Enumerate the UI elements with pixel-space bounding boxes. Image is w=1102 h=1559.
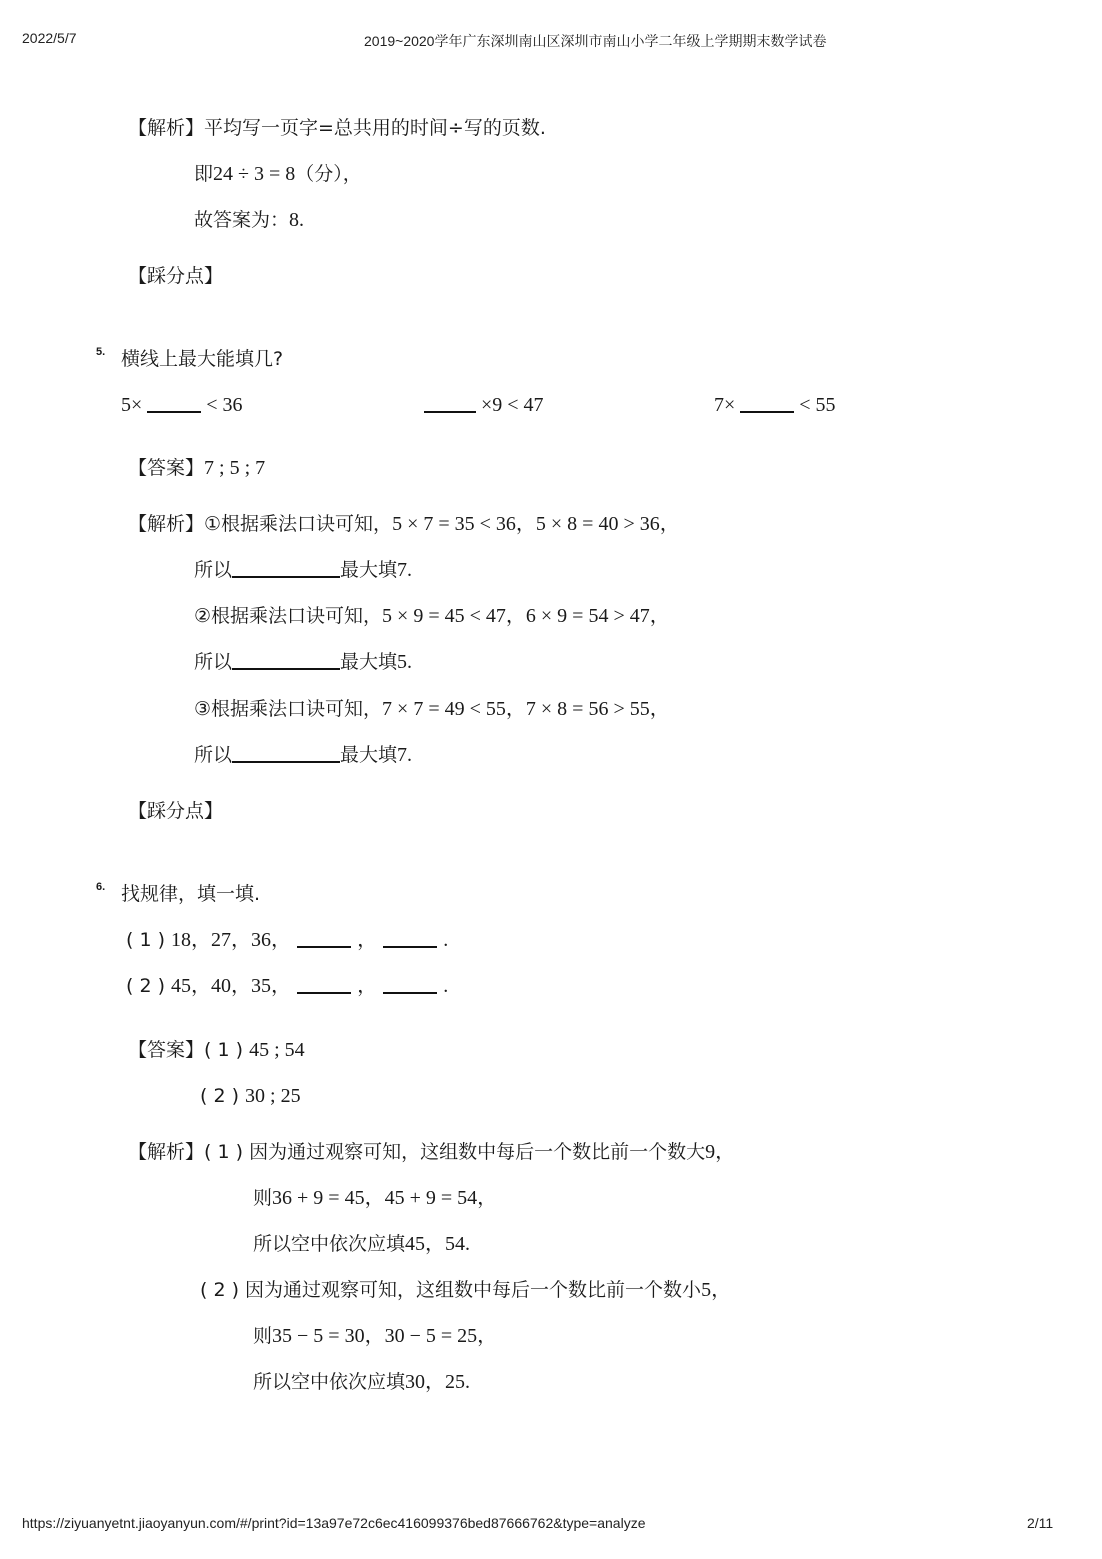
answer-blank — [383, 928, 437, 948]
math-expression: 30，25. — [405, 1371, 471, 1393]
separator: ， — [357, 975, 378, 997]
q5-analysis-result2 — [194, 650, 412, 674]
answer-value: 7 ; 5 ; 7 — [204, 457, 266, 479]
answer-blank — [297, 928, 351, 948]
analysis-text: 平均写一页字=总共用的时间÷写的页数. — [204, 117, 546, 139]
separator: . — [443, 929, 449, 951]
answer-value: 45 ; 54 — [249, 1039, 305, 1061]
q5-analysis-result3 — [194, 743, 412, 767]
q6-analysis-2 — [200, 1278, 731, 1302]
answer-blank — [424, 393, 476, 413]
part-label: ( 1 ) — [204, 1039, 244, 1061]
math-expression: 5， — [701, 1279, 732, 1301]
text-fragment: 所以空中依次应填 — [253, 1233, 406, 1255]
analysis-tag: 【解析】 — [128, 1141, 205, 1163]
q5-analysis-line2 — [194, 604, 670, 628]
q5-analysis-line1 — [128, 512, 680, 536]
q4-points-tag: 【踩分点】 — [128, 265, 224, 287]
question-number: 6. — [96, 881, 106, 893]
answer-tag: 【答案】 — [128, 457, 205, 479]
part-label: ( 1 ) — [126, 929, 165, 951]
q5-item-2 — [424, 393, 544, 417]
math-expression: 9， — [705, 1141, 736, 1163]
q6-analysis-1 — [128, 1140, 735, 1164]
math-expression: 36 + 9 = 45，45 + 9 = 54， — [272, 1187, 498, 1209]
text-fragment: 最大填 — [340, 559, 398, 581]
math-expression: 7. — [397, 744, 413, 766]
sequence: 45，40，35， — [171, 975, 292, 997]
q6-part-1 — [126, 928, 448, 952]
question-number: 5. — [96, 346, 106, 358]
q6-answer-2 — [200, 1084, 301, 1108]
answer-blank — [383, 974, 437, 994]
math-expression: 7 × 7 = 49 < 55，7 × 8 = 56 > 55， — [382, 698, 670, 720]
text-fragment: 最大填 — [340, 651, 398, 673]
analysis-tag: 【解析】 — [128, 117, 205, 139]
q6-analysis-1-line2 — [253, 1186, 497, 1210]
answer-blank — [232, 650, 340, 670]
math-expression: 5× — [121, 394, 143, 416]
text-fragment: 则 — [253, 1187, 273, 1209]
answer-blank — [297, 974, 351, 994]
text-fragment: ②根据乘法口诀可知， — [194, 605, 383, 627]
math-expression: 7. — [397, 559, 413, 581]
answer-blank — [740, 393, 794, 413]
q6-answer-1 — [128, 1038, 305, 1062]
text-fragment: 则 — [253, 1325, 273, 1347]
question-stem: 横线上最大能填几? — [121, 348, 284, 370]
math-expression: 7× — [714, 394, 736, 416]
page-number: 2/11 — [1027, 1515, 1054, 1531]
sequence: 18，27，36， — [171, 929, 292, 951]
text-fragment: 即 — [194, 163, 214, 185]
math-expression: 35 − 5 = 30，30 − 5 = 25， — [272, 1325, 498, 1347]
math-expression: ×9 < 47 — [481, 394, 544, 416]
math-expression: 5 × 7 = 35 < 36，5 × 8 = 40 > 36， — [392, 513, 680, 535]
text-fragment: 所以 — [194, 744, 233, 766]
q5-item-3 — [714, 393, 836, 417]
math-expression: 45，54. — [405, 1233, 471, 1255]
question-stem: 找规律，填一填. — [121, 883, 261, 905]
q6-analysis-1-line3 — [253, 1232, 470, 1256]
part-label: ( 1 ) — [204, 1141, 244, 1163]
document-title: 2019~2020学年广东深圳南山区深圳市南山小学二年级上学期期末数学试卷 — [364, 33, 827, 49]
q5-analysis-result1 — [194, 558, 412, 582]
separator: ， — [357, 929, 378, 951]
math-expression: 5 × 9 = 45 < 47，6 × 9 = 54 > 47， — [382, 605, 670, 627]
answer-tag: 【答案】 — [128, 1039, 205, 1061]
q5-analysis-line3 — [194, 697, 670, 721]
text-fragment: 所以 — [194, 559, 233, 581]
answer-value: 30 ; 25 — [245, 1085, 301, 1107]
q6-part-2 — [126, 974, 448, 998]
text-fragment: ③根据乘法口诀可知， — [194, 698, 383, 720]
q4-analysis-line2 — [194, 162, 362, 186]
answer-blank — [232, 558, 340, 578]
page-url: https://ziyuanyetnt.jiaoyanyun.com/#/print?id=13a97e72c6ec416099376bed87666762&type=analyze — [22, 1515, 646, 1531]
q6-analysis-2-line2 — [253, 1324, 497, 1348]
answer-blank — [232, 743, 340, 763]
q5-points-tag: 【踩分点】 — [128, 800, 224, 822]
text-fragment: 故答案为： — [194, 209, 290, 231]
math-expression: 24 ÷ 3 = 8 — [213, 163, 296, 185]
text-fragment: 所以 — [194, 651, 233, 673]
text-fragment: 最大填 — [340, 744, 398, 766]
math-expression: < 55 — [799, 394, 836, 416]
part-label: ( 2 ) — [200, 1279, 239, 1301]
q5-item-1 — [121, 393, 243, 417]
part-label: ( 2 ) — [126, 975, 165, 997]
math-expression: < 36 — [206, 394, 243, 416]
math-expression: 8. — [289, 209, 305, 231]
separator: . — [443, 975, 449, 997]
text-fragment: ①根据乘法口诀可知， — [204, 513, 393, 535]
analysis-tag: 【解析】 — [128, 513, 205, 535]
text-fragment: 因为通过观察可知，这组数中每后一个数比前一个数大 — [249, 1141, 706, 1163]
text-fragment: 因为通过观察可知，这组数中每后一个数比前一个数小 — [245, 1279, 702, 1301]
q4-analysis — [128, 116, 546, 140]
q5-answer — [128, 456, 265, 480]
print-date: 2022/5/7 — [22, 30, 77, 46]
text-fragment: 所以空中依次应填 — [253, 1371, 406, 1393]
q6-analysis-2-line3 — [253, 1370, 470, 1394]
text-fragment: （分）， — [295, 163, 362, 185]
answer-blank — [147, 393, 201, 413]
part-label: ( 2 ) — [200, 1085, 239, 1107]
math-expression: 5. — [397, 651, 413, 673]
q4-analysis-line3 — [194, 208, 304, 232]
